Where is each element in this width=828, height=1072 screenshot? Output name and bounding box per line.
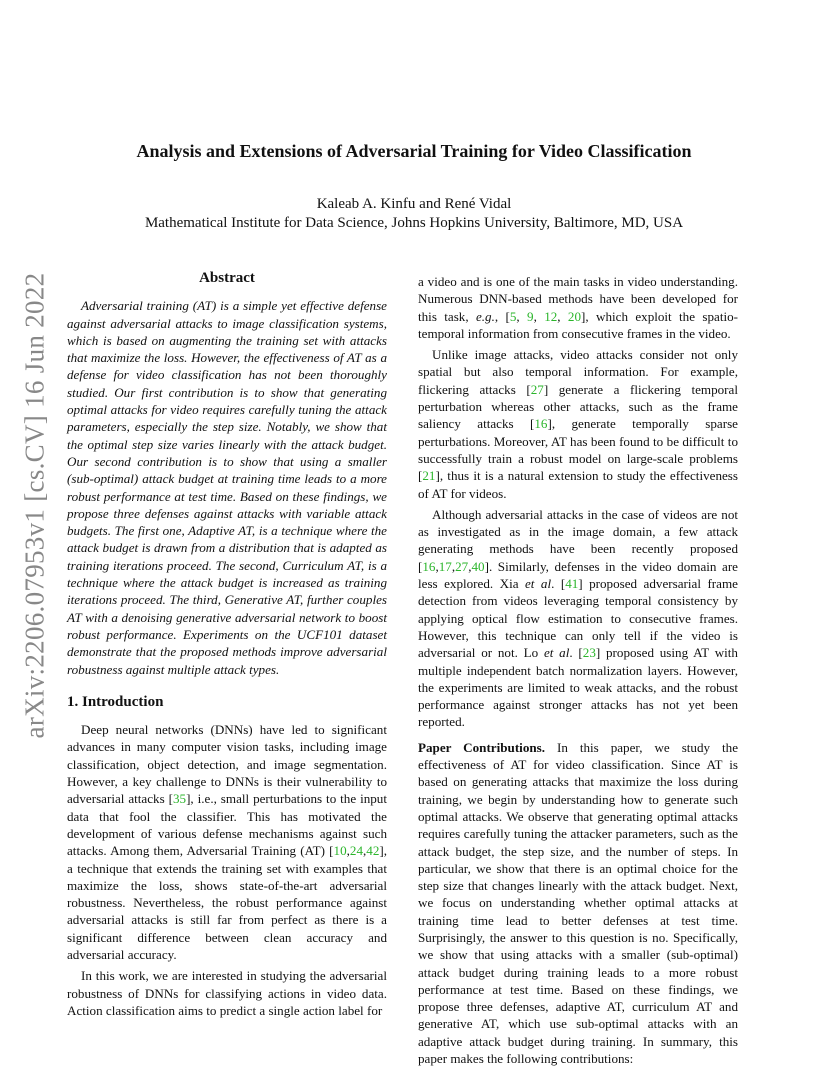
paper-contributions-paragraph: Paper Contributions. In this paper, we study the effectiveness of AT for video classification. Since AT is based on generating attacks that maximize the loss during training, we begin by understanding how to generate such optimal attacks. We observe that generating optimal attacks requires carefully tuning the attacker parameters, such as the attack budget, the step size, and the number of steps. In particular, we show that there is an optimal choice for the step size that changes linearly with the attack budget. Next, we focus on understanding whether optimal attacks at training time lead to better defenses at test time. Surprisingly, the answer to this question is no. Specifically, we show that using attacks with a smaller (sub-optimal) attack budget during training leads to a more robust performance at test time. Based on these findings, we propose three defenses, adaptive AT, curriculum AT and generative AT, which use sub-optimal attacks with an adaptive attack budget during training. In summary, this paper makes the following contributions: [418, 739, 739, 1067]
intro-heading: 1. Introduction [67, 693, 164, 710]
contributions-runin-heading: Paper Contributions. [418, 739, 546, 755]
abstract-text: Adversarial training (AT) is a simple yet effective defense against adversarial attacks to image classification systems, which is based on augmenting the training set with attacks that maximize the loss. However, the effectiveness of AT as a defense for video classification has not been thoroughly studied. Our first contribution is to show that generating optimal attacks for video requires carefully tuning the attack parameters, especially the step size. Notably, we show that the optimal step size varies linearly with the attack budget. Our second contribution is to show that using a smaller (sub-optimal) attack budget at training time leads to a more robust performance at test time. Based on these findings, we propose three defenses against attacks with variable attack budgets. The first one, Adaptive AT, is a technique where the attack budget is drawn from a distribution that is adapted as training iterations proceed. The second, Curriculum AT, is a technique where the attack budget is increased as training iterations proceed. The third, Generative AT, further couples AT with a denoising generative adversarial network to boost robust performance. Experiments on the UCF101 dataset demonstrate that the proposed methods improve adversarial robustness against multiple attack types. [67, 298, 387, 677]
citation-link[interactable]: 35 [172, 791, 187, 807]
citation-link[interactable]: 17 [438, 558, 452, 574]
arxiv-stamp-text: arXiv:2206.07953v1 [cs.CV] 16 Jun 2022 [19, 272, 50, 738]
citation-link[interactable]: 20 [567, 308, 582, 324]
abstract-heading: Abstract [199, 270, 255, 286]
right-paragraph-2: Although adversarial attacks in the case of videos are not as investigated as in the image domain, a few attack generating methods have been recently proposed [16,17,27,40]. Similarly, defenses in the video domain are less explored. Xia et al. [41] proposed adversarial frame detection from videos leveraging temporal consistency by applying optical flow estimation to consecutive frames. However, this technique can only tell if the video is adversarial or not. Lo et al. [23] proposed using AT with multiple independent batch normalization layers. However, the experiments are limited to weak attacks, and the robust performance against stronger attacks has not yet been reported. [418, 506, 738, 730]
citation-link[interactable]: 40 [471, 558, 485, 574]
citation-link[interactable]: 16 [534, 416, 548, 432]
citation-link[interactable]: 21 [422, 468, 436, 484]
citation-link[interactable]: 9 [527, 308, 534, 324]
intro-paragraph-1: Deep neural networks (DNNs) have led to significant advances in many computer vision tasks, including image classification, object detection, and image segmentation. However, a key challenge to DNNs is their vulnerability to adversarial attacks [35], i.e., small perturbations to the input data that fool the classifier. This has motivated the development of various defense mechanisms against such attacks. Among them, Adversarial Training (AT) [10,24,42], a technique that extends the training set with examples that maximize the loss, shows state-of-the-art adversarial robustness. Nevertheless, the robust performance against adversarial attacks is still far from perfect as there is a significant difference between clean accuracy and adversarial accuracy. [67, 722, 387, 962]
arxiv-stamp [10, 272, 60, 738]
citation-link[interactable]: 23 [582, 645, 596, 661]
citation-link[interactable]: 10 [333, 843, 347, 859]
citation-link[interactable]: 27 [455, 558, 469, 574]
paper-affiliation: Mathematical Institute for Data Science, Johns Hopkins University, Baltimore, MD, USA [144, 215, 684, 231]
paper-title: Analysis and Extensions of Adversarial Training for Video Classification [136, 141, 692, 161]
citation-link[interactable]: 12 [544, 308, 558, 324]
intro-body [67, 721, 387, 1019]
right-paragraph-0: a video and is one of the main tasks in video understanding. Numerous DNN-based methods have been developed for this task, e.g., [5, 9, 12, 20], which exploit the spatio-temporal information from consecutive frames in the video. [418, 274, 739, 341]
citation-link[interactable]: 24 [349, 843, 363, 859]
right-column [418, 273, 738, 1067]
citation-link[interactable]: 42 [366, 843, 380, 859]
right-paragraph-1: Unlike image attacks, video attacks consider not only spatial but also temporal information. For example, flickering attacks [27] generate a flickering temporal perturbation whereas other attacks, such as the frame saliency attacks [16], generate temporally sparse perturbations. Moreover, AT has been found to be difficult to successfully train a robust model on large-scale problems [21], thus it is a natural extension to study the effectiveness of AT for videos. [418, 347, 738, 501]
citation-link[interactable]: 5 [509, 308, 517, 324]
citation-link[interactable]: 41 [565, 576, 579, 592]
citation-link[interactable]: 16 [422, 558, 436, 574]
left-column [67, 270, 387, 1019]
paper-authors: Kaleab A. Kinfu and René Vidal [316, 196, 512, 212]
citation-link[interactable]: 27 [530, 381, 544, 397]
intro-paragraph-2: In this work, we are interested in studying the adversarial robustness of DNNs for classifying actions in video data. Action classification aims to predict a single action label for [67, 968, 387, 1018]
